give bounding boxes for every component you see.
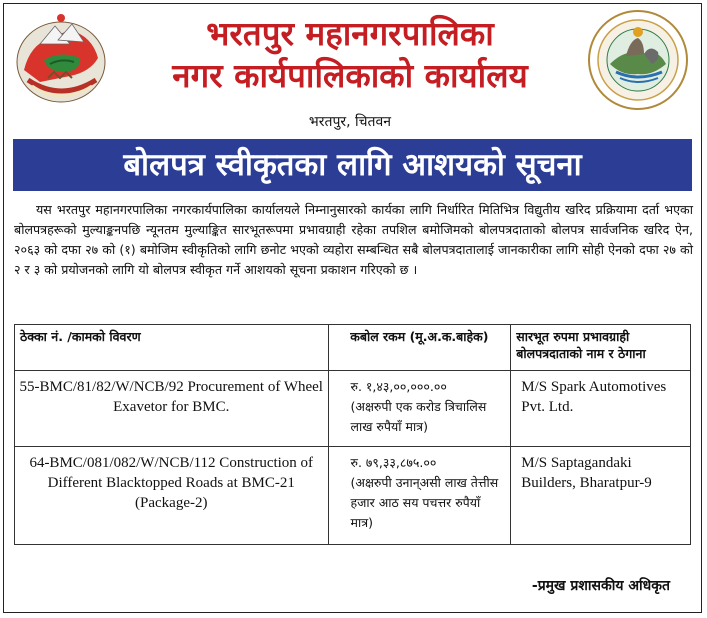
amount-words: (अक्षरुपी उनान्असी लाख तेत्तीस हजार आठ सय पचत्तर रुपैयाँ मात्र)	[350, 475, 499, 530]
contract-cell: 64-BMC/081/082/W/NCB/112 Construction of Different Blacktopped Roads at BMC-21 (Package-2)	[15, 447, 329, 545]
amount-cell	[328, 447, 511, 545]
table-row	[15, 447, 691, 545]
office-title: नगर कार्यपालिकाको कार्यालय	[172, 56, 528, 95]
amount-figure: रु. १,४३,००,०००.००	[350, 379, 447, 394]
bid-table	[14, 324, 691, 545]
header-bidder: सारभूत रुपमा प्रभावग्राही बोलपत्रदाताको नाम र ठेगाना	[511, 325, 691, 371]
header-contract: ठेक्का नं. /कामको विवरण	[15, 325, 329, 371]
amount-cell	[328, 371, 511, 447]
table-header-row	[15, 325, 691, 371]
signature-line: -प्रमुख प्रशासकीय अधिकृत	[531, 578, 670, 594]
municipality-title: भरतपुर महानगरपालिका	[206, 14, 494, 53]
notice-paragraph: यस भरतपुर महानगरपालिका नगरकार्यपालिका कार्यालयले निम्नानुसारको कार्यका लागि निर्धारित मितिभित्र विद्युतीय खरिद प्रक्रियामा दर्ता भएका बोलपत्रहरूको मुल्याङ्कनपछि न्यूनतम मुल्याङ्कित सारभूतरूपमा प्रभावग्राही रहेका तपशिल बमोजिमको बोलपत्रदाताको बोलपत्र सार्वजनिक खरिद ऐन, २०६३ को दफा २७ को (१) बमोजिम स्वीकृतिको लागि छनोट भएको व्यहोरा सम्बन्धित सबै बोलपत्रदातालाई जानकारीका लागि सोही ऐनको दफा २७ को २ र ३ को प्रयोजनको लागि यो बोलपत्र स्वीकृत गर्ने आशयको सूचना प्रकाशन गरिएको छ ।	[14, 202, 693, 277]
metropolitan-seal-icon	[586, 8, 690, 112]
header-amount	[328, 325, 511, 371]
notice-banner: बोलपत्र स्वीकृतका लागि आशयको सूचना	[13, 139, 692, 191]
amount-figure: रु. ७९,३३,८७५.००	[350, 455, 437, 470]
bidder-cell: M/S Spark Automotives Pvt. Ltd.	[511, 371, 691, 447]
table-row	[15, 371, 691, 447]
amount-words: (अक्षरुपी एक करोड त्रिचालिस लाख रुपैयाँ मात्र)	[350, 399, 487, 434]
header-amount-label: कबोल रकम (मू.अ.क.बाहेक)	[350, 329, 489, 344]
bidder-cell: M/S Saptagandaki Builders, Bharatpur-9	[511, 447, 691, 545]
location-text: भरतपुर, चितवन	[308, 114, 392, 130]
government-emblem-icon	[10, 10, 112, 108]
contract-cell: 55-BMC/81/82/W/NCB/92 Procurement of Wheel Exavetor for BMC.	[15, 371, 329, 447]
